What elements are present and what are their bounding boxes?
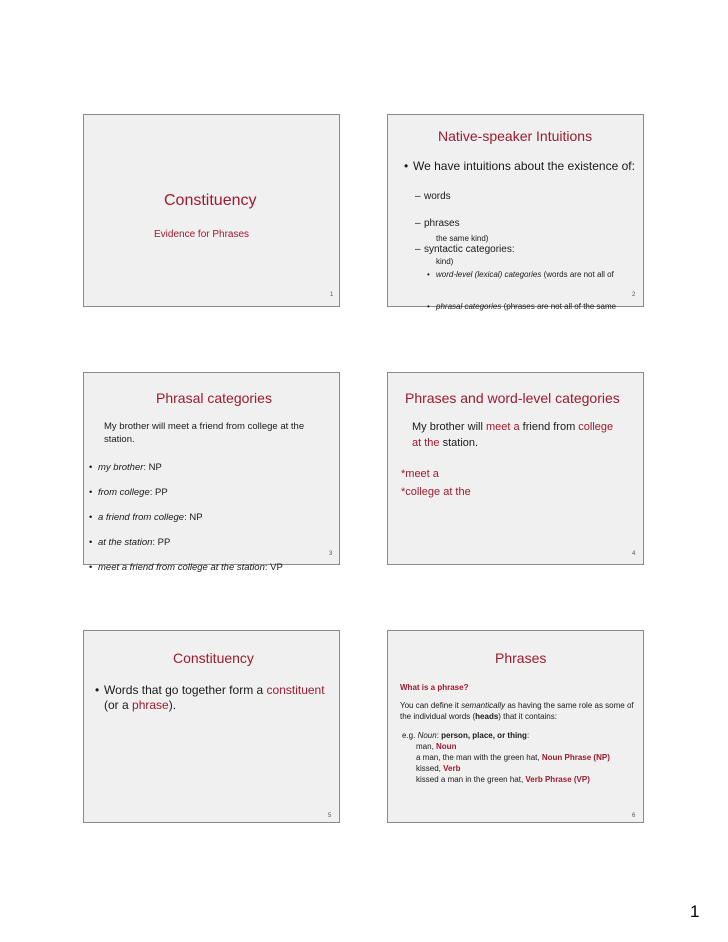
slide-title: Phrases <box>495 650 547 666</box>
slide-6 <box>387 630 644 823</box>
text-italic: semantically <box>461 701 506 710</box>
ungrammatical-example: *college at the <box>401 486 471 498</box>
phrase-italic: a friend from college <box>98 512 185 523</box>
sentence-part: My brother will <box>412 421 486 433</box>
list-item <box>98 512 353 523</box>
slide-number: 5 <box>328 813 332 819</box>
text-part: ) that it contains: <box>498 712 557 721</box>
slide-title: Phrasal categories <box>156 390 272 406</box>
text-part: e.g. <box>402 731 418 740</box>
list-item <box>98 462 353 473</box>
term-italic: phrasal categories <box>436 302 502 311</box>
category-label: Noun <box>436 742 457 751</box>
bullet-text: Words that go together form a <box>104 683 267 697</box>
example-line <box>416 775 590 784</box>
text-part: : <box>526 731 530 740</box>
text-part: a man, the man with the green hat, <box>416 753 542 762</box>
category-label: Verb <box>443 764 461 773</box>
bullet-item <box>413 159 668 173</box>
phrase-italic: at the station <box>98 537 153 548</box>
highlight-phrase: phrase <box>132 698 169 712</box>
subsub-continuation: the same kind) <box>436 234 489 243</box>
slide-title: Native-speaker Intuitions <box>438 128 593 144</box>
slide-3 <box>83 372 340 573</box>
question-heading: What is a phrase? <box>400 683 469 692</box>
example-sentence: My brother will meet a friend from college at the <box>104 421 305 432</box>
phrase-italic: my brother <box>98 462 144 473</box>
slide-number: 4 <box>632 551 636 557</box>
bullet-continuation <box>104 698 176 712</box>
example-line <box>416 764 460 773</box>
term-rest: (phrases are not all of the same <box>501 302 617 311</box>
slide-number: 1 <box>330 292 334 298</box>
bullet-text: We have intuitions about the existence of: <box>413 159 635 173</box>
category-label: Noun Phrase (NP) <box>541 753 610 762</box>
term-italic: word-level (lexical) categories <box>436 270 542 279</box>
list-item <box>98 487 353 498</box>
sub-bullet-phrases <box>424 218 679 229</box>
sub-bullet-syntactic <box>424 244 679 255</box>
phrase-category: : PP <box>152 537 171 548</box>
slide-number: 3 <box>329 551 333 557</box>
list-item <box>98 537 353 548</box>
page-number: 1 <box>690 902 700 921</box>
subsub-bullet-phrasal <box>436 302 691 311</box>
slide-1 <box>83 114 340 307</box>
slide-number: 2 <box>632 292 636 298</box>
bullet-text: ). <box>168 698 177 712</box>
highlight-college: college <box>578 421 614 433</box>
highlight-meet-a: meet a <box>485 421 520 433</box>
example-line <box>416 742 456 751</box>
text-bold: person, place, or thing <box>441 731 527 740</box>
subsub-bullet-lexical <box>436 270 691 279</box>
slide-number: 6 <box>632 813 636 819</box>
example-intro <box>402 731 529 740</box>
sub-bullet-text: phrases <box>424 218 460 229</box>
text-part: You can define it <box>400 701 462 710</box>
sub-bullet-text: words <box>424 191 451 202</box>
highlight-constituent: constituent <box>266 683 325 697</box>
slide-2 <box>387 114 644 311</box>
sub-bullet-text: syntactic categories: <box>424 244 515 255</box>
phrase-category: : NP <box>143 462 162 473</box>
phrase-italic: from college <box>98 487 150 498</box>
bullet-text: (or a <box>104 698 133 712</box>
term-rest: (words are not all of <box>541 270 614 279</box>
example-sentence-cont: station. <box>104 434 135 445</box>
example-sentence-cont <box>412 437 478 449</box>
bullet-item <box>104 683 359 697</box>
example-line <box>416 753 610 762</box>
list-item <box>98 562 353 573</box>
phrase-category: : VP <box>264 562 283 573</box>
example-sentence <box>412 421 613 433</box>
phrase-italic: meet a friend from college at the station <box>98 562 265 573</box>
ungrammatical-example: *meet a <box>401 468 439 480</box>
definition-line-2 <box>400 712 557 721</box>
category-label: Verb Phrase (VP) <box>525 775 590 784</box>
slide-title: Constituency <box>173 650 254 666</box>
text-italic: Noun <box>417 731 437 740</box>
text-part: : <box>436 731 442 740</box>
phrase-category: : NP <box>184 512 203 523</box>
highlight-at-the: at the <box>412 437 440 449</box>
definition-line-1 <box>400 701 634 710</box>
subsub-continuation: kind) <box>436 257 454 266</box>
sentence-part: station. <box>439 437 479 449</box>
text-part: man, <box>416 742 437 751</box>
text-part: kissed a man in the green hat, <box>416 775 526 784</box>
slide-subtitle: Evidence for Phrases <box>154 229 250 240</box>
text-bold: heads <box>475 712 499 721</box>
slide-title: Constituency <box>164 192 257 209</box>
text-part: kissed, <box>416 764 444 773</box>
text-part: the individual words ( <box>400 712 476 721</box>
text-part: as having the same role as some of <box>505 701 634 710</box>
sub-bullet-words <box>424 191 679 202</box>
sentence-part: friend from <box>519 421 579 433</box>
slide-5 <box>83 630 340 823</box>
slide-title: Phrases and word-level categories <box>405 390 620 406</box>
slide-4 <box>387 372 644 565</box>
phrase-category: : PP <box>149 487 168 498</box>
